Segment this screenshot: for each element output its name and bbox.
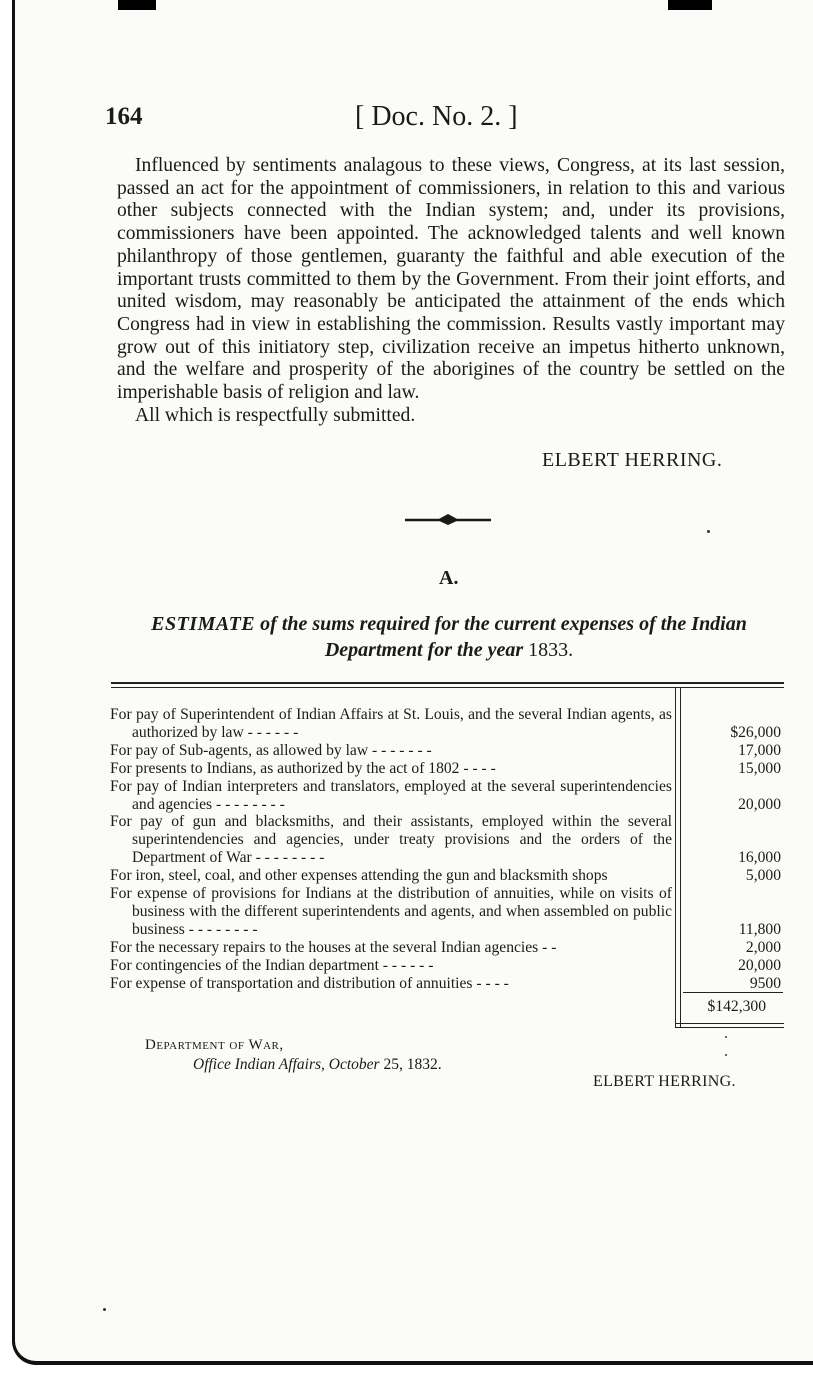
amount-cell: 16,000 [738, 849, 781, 867]
estimate-title-year: 1833. [528, 639, 574, 661]
estimate-items [110, 706, 672, 993]
divider-ornament-icon [405, 513, 491, 527]
amount-cell: 20,000 [738, 956, 781, 974]
amount-cell: 9500 [749, 974, 781, 992]
document-page [12, 0, 813, 1365]
amount-cell: 5,000 [745, 867, 781, 885]
page-number: 164 [105, 103, 143, 130]
estimate-title-caps: ESTIMATE [151, 613, 256, 635]
table-rule [111, 682, 784, 684]
ink-speck [103, 1308, 106, 1311]
estimate-item: For pay of Sub-agents, as allowed by law - - - - - - - [110, 741, 432, 759]
estimate-item: For expense of provisions for Indians at the distribution of annuities, while on visits of business with the different superintendents and agents, and when assembled on public business - - - - - - - - [110, 885, 672, 938]
amount-cell: 11,800 [738, 920, 781, 938]
estimate-item: For pay of gun and blacksmiths, and their assistants, employed within the several superintendencies and agencies, under treaty provisions and the orders of the Department of War - - - - - - - - [110, 813, 672, 867]
footer-signature: ELBERT HERRING. [593, 1073, 736, 1090]
amount-cell: 20,000 [738, 795, 781, 813]
scan-edge-mark [668, 0, 712, 10]
column-rule [675, 687, 676, 1027]
closing-line: All which is respectfully submitted. [135, 404, 416, 426]
ink-speck [707, 530, 710, 533]
office-name: Office Indian Affairs, October [193, 1056, 380, 1073]
estimate-item: For presents to Indians, as authorized by the act of 1802 - - - - [110, 759, 496, 777]
table-rule [675, 1027, 784, 1028]
estimate-item: For pay of Superintendent of Indian Affairs at St. Louis, and the several Indian agents, as authorized by law - - - - - - [110, 706, 672, 741]
column-rule [680, 687, 681, 1027]
estimate-title [113, 611, 785, 663]
department-line: Department of War, [145, 1037, 284, 1053]
estimate-title-text: of the sums required for the current expenses of the Indian Department for the year [255, 613, 747, 661]
amount-cell: 15,000 [738, 759, 781, 777]
signature: ELBERT HERRING. [542, 449, 723, 471]
estimate-total: $142,300 [707, 998, 766, 1015]
office-date-line [193, 1056, 442, 1074]
body-paragraph: Influenced by sentiments analagous to these views, Congress, at its last session, passed an act for the appointment of commissioners, in relation to this and various other subjects connected with the Indian system; and, under its provisions, commissioners have been appointed. The acknowledged talents and well known philanthropy of those gentlemen, guaranty the faithful and able execution of the important trusts committed to them by the Government. From their joint efforts, and united wisdom, may reasonably be anticipated the attainment of the ends which Congress had in view in establishing the commission. Results vastly important may grow out of this initiatory step, civilization receive an impetus hitherto unknown, and the welfare and prosperity of the aborigines of the country be settled on the imperishable basis of religion and law. [117, 155, 785, 404]
table-rule [111, 687, 784, 688]
report-body [117, 155, 785, 427]
scan-edge-mark [118, 0, 156, 10]
estimate-item: For pay of Indian interpreters and translators, employed at the several superintendencies and agencies - - - - - - - - [110, 777, 672, 813]
ink-speck [725, 1036, 727, 1038]
estimate-item: For iron, steel, coal, and other expenses attending the gun and blacksmith shops [110, 867, 608, 885]
estimate-item: For expense of transportation and distribution of annuities - - - - [110, 974, 509, 992]
total-rule [683, 992, 783, 993]
amount-cell: 2,000 [745, 938, 781, 956]
appendix-letter: A. [439, 567, 459, 589]
estimate-item: For contingencies of the Indian department - - - - - - [110, 956, 434, 974]
table-rule [675, 1023, 784, 1024]
ink-speck [725, 1054, 727, 1056]
date-text: 25, 1832. [379, 1056, 442, 1073]
amount-cell: 17,000 [738, 741, 781, 759]
document-reference: [ Doc. No. 2. ] [355, 101, 518, 132]
amount-cell: $26,000 [730, 723, 781, 741]
estimate-item: For the necessary repairs to the houses at the several Indian agencies - - [110, 938, 557, 956]
page-header [15, 103, 813, 139]
